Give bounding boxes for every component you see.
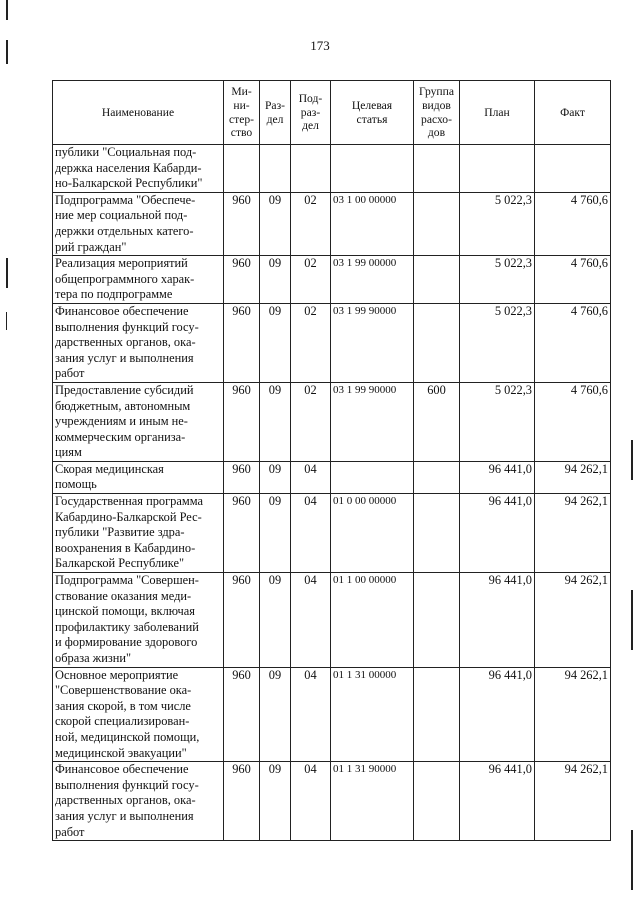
table-row [53, 461, 611, 493]
cell-plan: 96 441,0 [460, 667, 535, 762]
cell-name: публики "Социальная под- держка населения Кабарди- но-Балкарской Республики" [53, 145, 224, 193]
header-fact: Факт [535, 81, 611, 145]
header-subsection: Под- раз- дел [291, 81, 331, 145]
cell-subsection: 02 [291, 192, 331, 255]
cell-target [331, 145, 414, 193]
cell-section: 09 [260, 303, 291, 382]
cell-ministry: 960 [224, 303, 260, 382]
cell-section: 09 [260, 382, 291, 461]
margin-mark [6, 0, 8, 20]
cell-name: Государственная программа Кабардино-Балкарской Рес- публики "Развитие здра- воохранения в Кабардино- Балкарской Республике" [53, 494, 224, 573]
table-row [53, 667, 611, 762]
header-section: Раз- дел [260, 81, 291, 145]
budget-table [52, 80, 611, 841]
cell-plan: 5 022,3 [460, 192, 535, 255]
cell-section: 09 [260, 762, 291, 841]
cell-target: 01 1 31 00000 [331, 667, 414, 762]
cell-target [331, 461, 414, 493]
cell-plan: 96 441,0 [460, 494, 535, 573]
cell-target: 03 1 99 90000 [331, 303, 414, 382]
cell-fact: 4 760,6 [535, 382, 611, 461]
cell-expense-group [414, 256, 460, 304]
margin-mark [6, 258, 8, 288]
cell-subsection: 02 [291, 382, 331, 461]
cell-expense-group [414, 461, 460, 493]
cell-expense-group: 600 [414, 382, 460, 461]
cell-target: 01 1 00 00000 [331, 573, 414, 668]
cell-ministry: 960 [224, 192, 260, 255]
cell-name: Финансовое обеспечение выполнения функций госу- дарственных органов, ока- зания услуг и выполнения работ [53, 303, 224, 382]
page-number: 173 [310, 38, 330, 53]
cell-ministry: 960 [224, 762, 260, 841]
cell-ministry: 960 [224, 256, 260, 304]
cell-fact: 94 262,1 [535, 762, 611, 841]
margin-mark [6, 40, 8, 64]
cell-name: Скорая медицинская помощь [53, 461, 224, 493]
cell-ministry: 960 [224, 667, 260, 762]
cell-plan: 96 441,0 [460, 573, 535, 668]
cell-subsection: 02 [291, 303, 331, 382]
cell-plan: 96 441,0 [460, 762, 535, 841]
margin-mark [631, 830, 633, 890]
cell-subsection [291, 145, 331, 193]
table-row [53, 573, 611, 668]
cell-ministry: 960 [224, 494, 260, 573]
cell-expense-group [414, 192, 460, 255]
cell-fact: 94 262,1 [535, 573, 611, 668]
cell-fact: 94 262,1 [535, 494, 611, 573]
cell-expense-group [414, 303, 460, 382]
cell-name: Подпрограмма "Обеспече- ние мер социальной под- держки отдельных катего- рий граждан" [53, 192, 224, 255]
cell-name: Подпрограмма "Совершен- ствование оказания меди- цинской помощи, включая профилактику заболеваний и формирование здорового образа жизни" [53, 573, 224, 668]
cell-fact: 4 760,6 [535, 303, 611, 382]
cell-ministry: 960 [224, 573, 260, 668]
cell-subsection: 04 [291, 667, 331, 762]
cell-ministry: 960 [224, 382, 260, 461]
cell-target: 03 1 99 00000 [331, 256, 414, 304]
margin-mark [631, 590, 633, 650]
table-row [53, 382, 611, 461]
cell-plan: 5 022,3 [460, 303, 535, 382]
cell-fact: 4 760,6 [535, 192, 611, 255]
table-row [53, 192, 611, 255]
cell-plan: 5 022,3 [460, 256, 535, 304]
cell-section: 09 [260, 256, 291, 304]
cell-subsection: 02 [291, 256, 331, 304]
cell-expense-group [414, 494, 460, 573]
cell-expense-group [414, 573, 460, 668]
cell-expense-group [414, 667, 460, 762]
cell-name: Предоставление субсидий бюджетным, автономным учреждениям и иным не- коммерческим организа- циям [53, 382, 224, 461]
cell-target: 01 1 31 90000 [331, 762, 414, 841]
margin-mark [631, 440, 633, 480]
table-row [53, 494, 611, 573]
cell-target: 01 0 00 00000 [331, 494, 414, 573]
header-expense-group: Группа видов расхо- дов [414, 81, 460, 145]
table-header-row [53, 81, 611, 145]
cell-target: 03 1 99 90000 [331, 382, 414, 461]
cell-section: 09 [260, 461, 291, 493]
header-plan: План [460, 81, 535, 145]
cell-fact [535, 145, 611, 193]
cell-fact: 94 262,1 [535, 667, 611, 762]
cell-subsection: 04 [291, 461, 331, 493]
cell-subsection: 04 [291, 573, 331, 668]
cell-plan: 96 441,0 [460, 461, 535, 493]
cell-plan [460, 145, 535, 193]
header-target: Целевая статья [331, 81, 414, 145]
cell-name: Финансовое обеспечение выполнения функций госу- дарственных органов, ока- зания услуг и выполнения работ [53, 762, 224, 841]
cell-name: Основное мероприятие "Совершенствование ока- зания скорой, в том числе скорой специализирован- ной, медицинской помощи, медицинской эвакуации" [53, 667, 224, 762]
cell-section: 09 [260, 667, 291, 762]
cell-ministry: 960 [224, 461, 260, 493]
cell-subsection: 04 [291, 494, 331, 573]
cell-section: 09 [260, 573, 291, 668]
table-row [53, 256, 611, 304]
margin-mark [6, 312, 7, 330]
cell-expense-group [414, 145, 460, 193]
cell-plan: 5 022,3 [460, 382, 535, 461]
table-row [53, 303, 611, 382]
cell-section [260, 145, 291, 193]
cell-expense-group [414, 762, 460, 841]
cell-fact: 94 262,1 [535, 461, 611, 493]
cell-target: 03 1 00 00000 [331, 192, 414, 255]
header-ministry: Ми- ни- стер- ство [224, 81, 260, 145]
cell-ministry [224, 145, 260, 193]
cell-name: Реализация мероприятий общепрограммного харак- тера по подпрограмме [53, 256, 224, 304]
cell-section: 09 [260, 494, 291, 573]
table-row [53, 762, 611, 841]
cell-fact: 4 760,6 [535, 256, 611, 304]
table-row [53, 145, 611, 193]
cell-section: 09 [260, 192, 291, 255]
header-name: Наименование [53, 81, 224, 145]
cell-subsection: 04 [291, 762, 331, 841]
